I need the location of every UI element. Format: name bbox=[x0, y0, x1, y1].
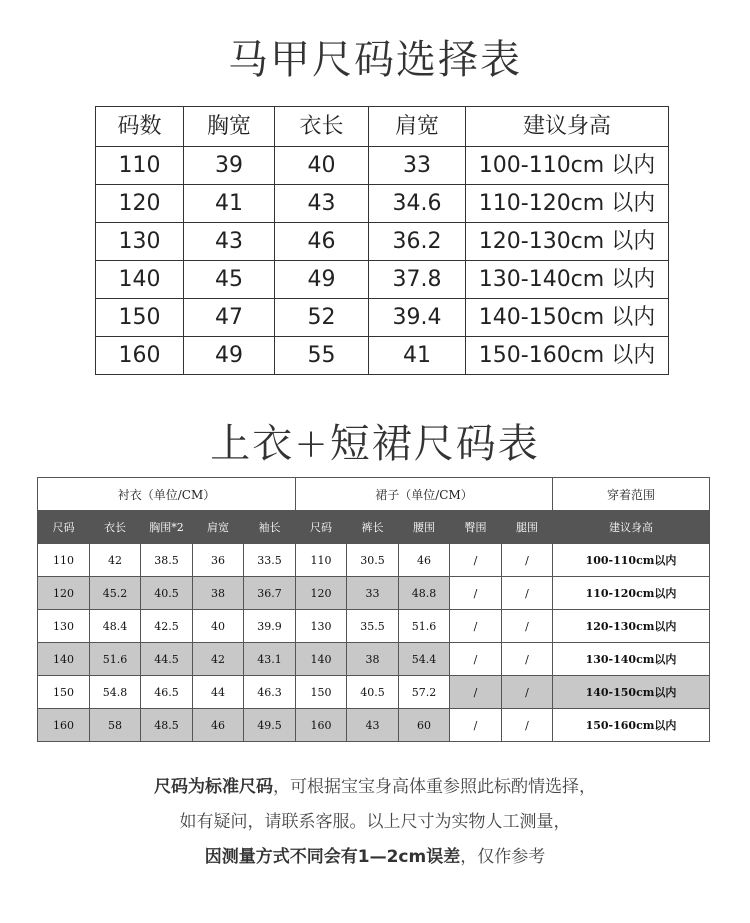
set-cell: 130 bbox=[38, 610, 90, 643]
set-cell: 110 bbox=[296, 544, 347, 577]
set-cell: / bbox=[502, 544, 553, 577]
set-cell: 42.5 bbox=[141, 610, 193, 643]
set-cell: / bbox=[450, 610, 502, 643]
vest-header-row bbox=[96, 107, 669, 147]
set-cell: 44.5 bbox=[141, 643, 193, 676]
vest-cell: 52 bbox=[275, 299, 369, 337]
set-cell: / bbox=[502, 709, 553, 742]
set-cell: / bbox=[450, 544, 502, 577]
set-cell: 48.8 bbox=[399, 577, 450, 610]
vest-row bbox=[96, 337, 669, 375]
vest-cell: 46 bbox=[275, 223, 369, 261]
vest-cell: 39 bbox=[184, 147, 275, 185]
header-cell: 肩宽 bbox=[193, 511, 244, 544]
set-cell: 110 bbox=[38, 544, 90, 577]
vest-cell: 43 bbox=[275, 185, 369, 223]
set-cell: 58 bbox=[90, 709, 141, 742]
vest-header-chest: 胸宽 bbox=[184, 107, 275, 147]
header-cell: 衣长 bbox=[90, 511, 141, 544]
set-size-title: 上衣+短裙尺码表 bbox=[210, 421, 540, 467]
set-cell: 54.4 bbox=[399, 643, 450, 676]
set-cell: 45.2 bbox=[90, 577, 141, 610]
set-cell: 49.5 bbox=[244, 709, 296, 742]
vest-header-height: 建议身高 bbox=[466, 107, 669, 147]
vest-cell: 140 bbox=[96, 261, 184, 299]
vest-cell: 130 bbox=[96, 223, 184, 261]
set-cell: 120 bbox=[38, 577, 90, 610]
set-row bbox=[38, 577, 710, 610]
set-cell: 51.6 bbox=[399, 610, 450, 643]
set-cell: 36.7 bbox=[244, 577, 296, 610]
vest-cell: 33 bbox=[369, 147, 466, 185]
vest-cell: 110 bbox=[96, 147, 184, 185]
vest-cell: 41 bbox=[184, 185, 275, 223]
header-cell: 尺码 bbox=[296, 511, 347, 544]
header-cell: 臀围 bbox=[450, 511, 502, 544]
set-size-table bbox=[37, 477, 710, 742]
header-cell: 腿围 bbox=[502, 511, 553, 544]
set-cell: 130 bbox=[296, 610, 347, 643]
note-line-2: 如有疑问，请联系客服。以上尺寸为实物人工测量， bbox=[179, 812, 571, 832]
set-cell: 140 bbox=[296, 643, 347, 676]
set-cell: 46 bbox=[399, 544, 450, 577]
set-cell-range: 130-140cm以内 bbox=[553, 643, 710, 676]
set-cell: / bbox=[450, 643, 502, 676]
set-cell: 46.5 bbox=[141, 676, 193, 709]
set-cell: 42 bbox=[90, 544, 141, 577]
header-cell: 尺码 bbox=[38, 511, 90, 544]
vest-row bbox=[96, 185, 669, 223]
vest-size-table bbox=[95, 106, 669, 375]
vest-cell: 41 bbox=[369, 337, 466, 375]
set-cell: 36 bbox=[193, 544, 244, 577]
header-cell: 建议身高 bbox=[553, 511, 710, 544]
set-cell: / bbox=[502, 577, 553, 610]
note-line-3-bold: 因测量方式不同会有1—2cm误差 bbox=[204, 847, 461, 867]
set-cell-range: 120-130cm以内 bbox=[553, 610, 710, 643]
set-row bbox=[38, 643, 710, 676]
vest-cell: 47 bbox=[184, 299, 275, 337]
set-cell: 40.5 bbox=[347, 676, 399, 709]
note-line-1 bbox=[0, 772, 750, 797]
set-cell: 150 bbox=[38, 676, 90, 709]
note-line-3 bbox=[0, 842, 750, 867]
vest-cell: 160 bbox=[96, 337, 184, 375]
set-row bbox=[38, 610, 710, 643]
group-shirt: 衬衣（单位/CM） bbox=[38, 478, 296, 511]
set-cell: 57.2 bbox=[399, 676, 450, 709]
vest-size-title: 马甲尺码选择表 bbox=[228, 37, 522, 83]
set-cell: 48.5 bbox=[141, 709, 193, 742]
set-row bbox=[38, 709, 710, 742]
set-cell: 42 bbox=[193, 643, 244, 676]
vest-cell: 40 bbox=[275, 147, 369, 185]
vest-cell: 150-160cm 以内 bbox=[466, 337, 669, 375]
set-cell: 160 bbox=[38, 709, 90, 742]
set-cell-range: 110-120cm以内 bbox=[553, 577, 710, 610]
vest-cell: 37.8 bbox=[369, 261, 466, 299]
set-cell: 120 bbox=[296, 577, 347, 610]
set-cell: 51.6 bbox=[90, 643, 141, 676]
vest-cell: 49 bbox=[275, 261, 369, 299]
vest-cell: 110-120cm 以内 bbox=[466, 185, 669, 223]
set-cell: 38 bbox=[347, 643, 399, 676]
note-line-1-bold: 尺码为标准尺码 bbox=[154, 777, 273, 797]
header-cell: 胸围*2 bbox=[141, 511, 193, 544]
set-cell-range: 100-110cm以内 bbox=[553, 544, 710, 577]
set-cell-range: 150-160cm以内 bbox=[553, 709, 710, 742]
vest-cell: 100-110cm 以内 bbox=[466, 147, 669, 185]
set-cell: 40 bbox=[193, 610, 244, 643]
vest-cell: 130-140cm 以内 bbox=[466, 261, 669, 299]
set-cell: 40.5 bbox=[141, 577, 193, 610]
vest-header-size: 码数 bbox=[96, 107, 184, 147]
vest-cell: 49 bbox=[184, 337, 275, 375]
set-cell: 54.8 bbox=[90, 676, 141, 709]
set-cell: 48.4 bbox=[90, 610, 141, 643]
set-cell: 44 bbox=[193, 676, 244, 709]
set-header-row bbox=[38, 511, 710, 544]
set-cell: 35.5 bbox=[347, 610, 399, 643]
vest-cell: 45 bbox=[184, 261, 275, 299]
set-cell: 140 bbox=[38, 643, 90, 676]
vest-cell: 140-150cm 以内 bbox=[466, 299, 669, 337]
set-cell: 38 bbox=[193, 577, 244, 610]
vest-cell: 150 bbox=[96, 299, 184, 337]
set-cell: 150 bbox=[296, 676, 347, 709]
vest-header-shoulder: 肩宽 bbox=[369, 107, 466, 147]
set-cell: 43 bbox=[347, 709, 399, 742]
vest-row bbox=[96, 299, 669, 337]
header-cell: 腰围 bbox=[399, 511, 450, 544]
vest-row bbox=[96, 261, 669, 299]
note-line-1-rest: ，可根据宝宝身高体重参照此标酌情选择， bbox=[273, 777, 596, 797]
set-group-row bbox=[38, 478, 710, 511]
vest-header-length: 衣长 bbox=[275, 107, 369, 147]
header-cell: 裤长 bbox=[347, 511, 399, 544]
set-cell: / bbox=[502, 610, 553, 643]
set-cell: 43.1 bbox=[244, 643, 296, 676]
group-range: 穿着范围 bbox=[553, 478, 710, 511]
vest-cell: 120 bbox=[96, 185, 184, 223]
header-cell: 袖长 bbox=[244, 511, 296, 544]
set-cell: 46.3 bbox=[244, 676, 296, 709]
set-cell: 46 bbox=[193, 709, 244, 742]
set-cell: / bbox=[450, 577, 502, 610]
set-row bbox=[38, 544, 710, 577]
set-cell: / bbox=[450, 676, 502, 709]
set-cell: 160 bbox=[296, 709, 347, 742]
set-cell: 60 bbox=[399, 709, 450, 742]
vest-cell: 36.2 bbox=[369, 223, 466, 261]
set-cell: / bbox=[502, 643, 553, 676]
vest-cell: 120-130cm 以内 bbox=[466, 223, 669, 261]
set-cell: / bbox=[450, 709, 502, 742]
vest-cell: 43 bbox=[184, 223, 275, 261]
vest-cell: 34.6 bbox=[369, 185, 466, 223]
group-skirt: 裙子（单位/CM） bbox=[296, 478, 553, 511]
set-cell: 33.5 bbox=[244, 544, 296, 577]
vest-row bbox=[96, 147, 669, 185]
set-cell: / bbox=[502, 676, 553, 709]
set-cell: 39.9 bbox=[244, 610, 296, 643]
set-cell-range: 140-150cm以内 bbox=[553, 676, 710, 709]
note-line-3-rest: ，仅作参考 bbox=[460, 847, 546, 867]
set-cell: 30.5 bbox=[347, 544, 399, 577]
set-cell: 38.5 bbox=[141, 544, 193, 577]
vest-row bbox=[96, 223, 669, 261]
set-row bbox=[38, 676, 710, 709]
vest-cell: 55 bbox=[275, 337, 369, 375]
vest-cell: 39.4 bbox=[369, 299, 466, 337]
set-cell: 33 bbox=[347, 577, 399, 610]
